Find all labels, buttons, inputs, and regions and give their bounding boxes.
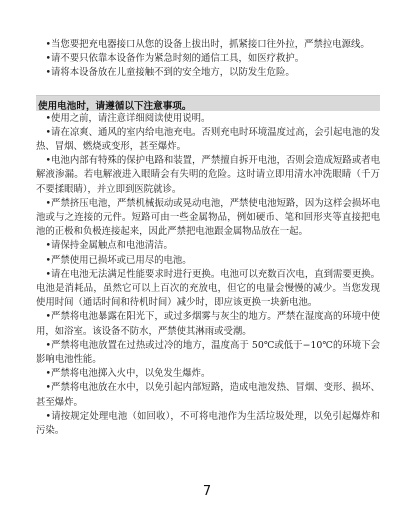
precaution-paragraph: •请在凉爽、通风的室内给电池充电。否则充电时环境温度过高，会引起电池的发热、冒烟、燃烧或变形，甚至爆炸。: [36, 126, 380, 153]
precaution-paragraph: •严禁挤压电池，严禁机械振动或晃动电池，严禁使电池短路，因为这样会损坏电池或与之连接的元件。短路可由一些金属物品，例如硬币、笔和回形夹等直接把电池的正极和负极连接起来，因此严禁把电池跟金属物品放在一起。: [36, 197, 380, 238]
precaution-paragraph: •严禁将电池放在水中，以免引起内部短路，造成电池发热、冒烟、变形、损坏、甚至爆炸。: [36, 382, 380, 408]
intro-block: [36, 38, 380, 81]
precaution-paragraph: •请按规定处理电池（如回收），不可将电池作为生活垃圾处理，以免引起爆炸和污染。: [36, 410, 380, 437]
manual-page: [36, 38, 380, 438]
precaution-paragraph: •电池内部有特殊的保护电路和装置，严禁擅自拆开电池，否则会造成短路或者电解液渗漏。若电解液进入眼睛会有失明的危险。这时请立即用清水冲洗眼睛（千万不要揉眼睛），并立即到医院就诊。: [36, 155, 380, 195]
precaution-paragraph: •严禁使用已损坏或已用尽的电池。: [45, 254, 192, 266]
intro-paragraph: •请不要只依靠本设备作为紧急时刻的通信工具，如医疗救护。: [45, 53, 305, 65]
intro-paragraph: •当您要把充电器接口从您的设备上拔出时，抓紧接口往外拉，严禁拉电源线。: [45, 39, 370, 50]
battery-precautions: [36, 112, 380, 439]
section-heading: [36, 95, 380, 111]
precaution-paragraph: •使用之前，请注意详细阅读使用说明。: [45, 112, 211, 124]
precaution-paragraph: •严禁将电池掷入火中，以免发生爆炸。: [45, 368, 211, 380]
precaution-paragraph: •请保持金属触点和电池清洁。: [45, 240, 173, 252]
page-number: 7: [202, 484, 212, 499]
section-spacer: [36, 81, 380, 95]
intro-paragraph: •请将本设备放在儿童接触不到的安全地方，以防发生危险。: [45, 67, 295, 79]
precaution-paragraph: •请在电池无法满足性能要求时进行更换。电池可以充数百次电，直到需要更换。电池是消耗品，虽然它可以上百次的充放电，但它的电量会慢慢的减少。当您发现使用时间（通话时间和待机时间）减少时，即应该更换一块新电池。: [36, 268, 380, 309]
precaution-paragraph: •严禁将电池暴露在阳光下，或过多烟雾与灰尘的地方。严禁在湿度高的环境中使用，如浴室。该设备不防水，严禁使其淋雨或受潮。: [36, 311, 380, 337]
precaution-paragraph: •严禁将电池放置在过热或过冷的地方，温度高于 50℃或低于−10℃的环境下会影响电池性能。: [36, 339, 380, 366]
section-heading-text: 使用电池时，请遵循以下注意事项。: [38, 100, 192, 112]
